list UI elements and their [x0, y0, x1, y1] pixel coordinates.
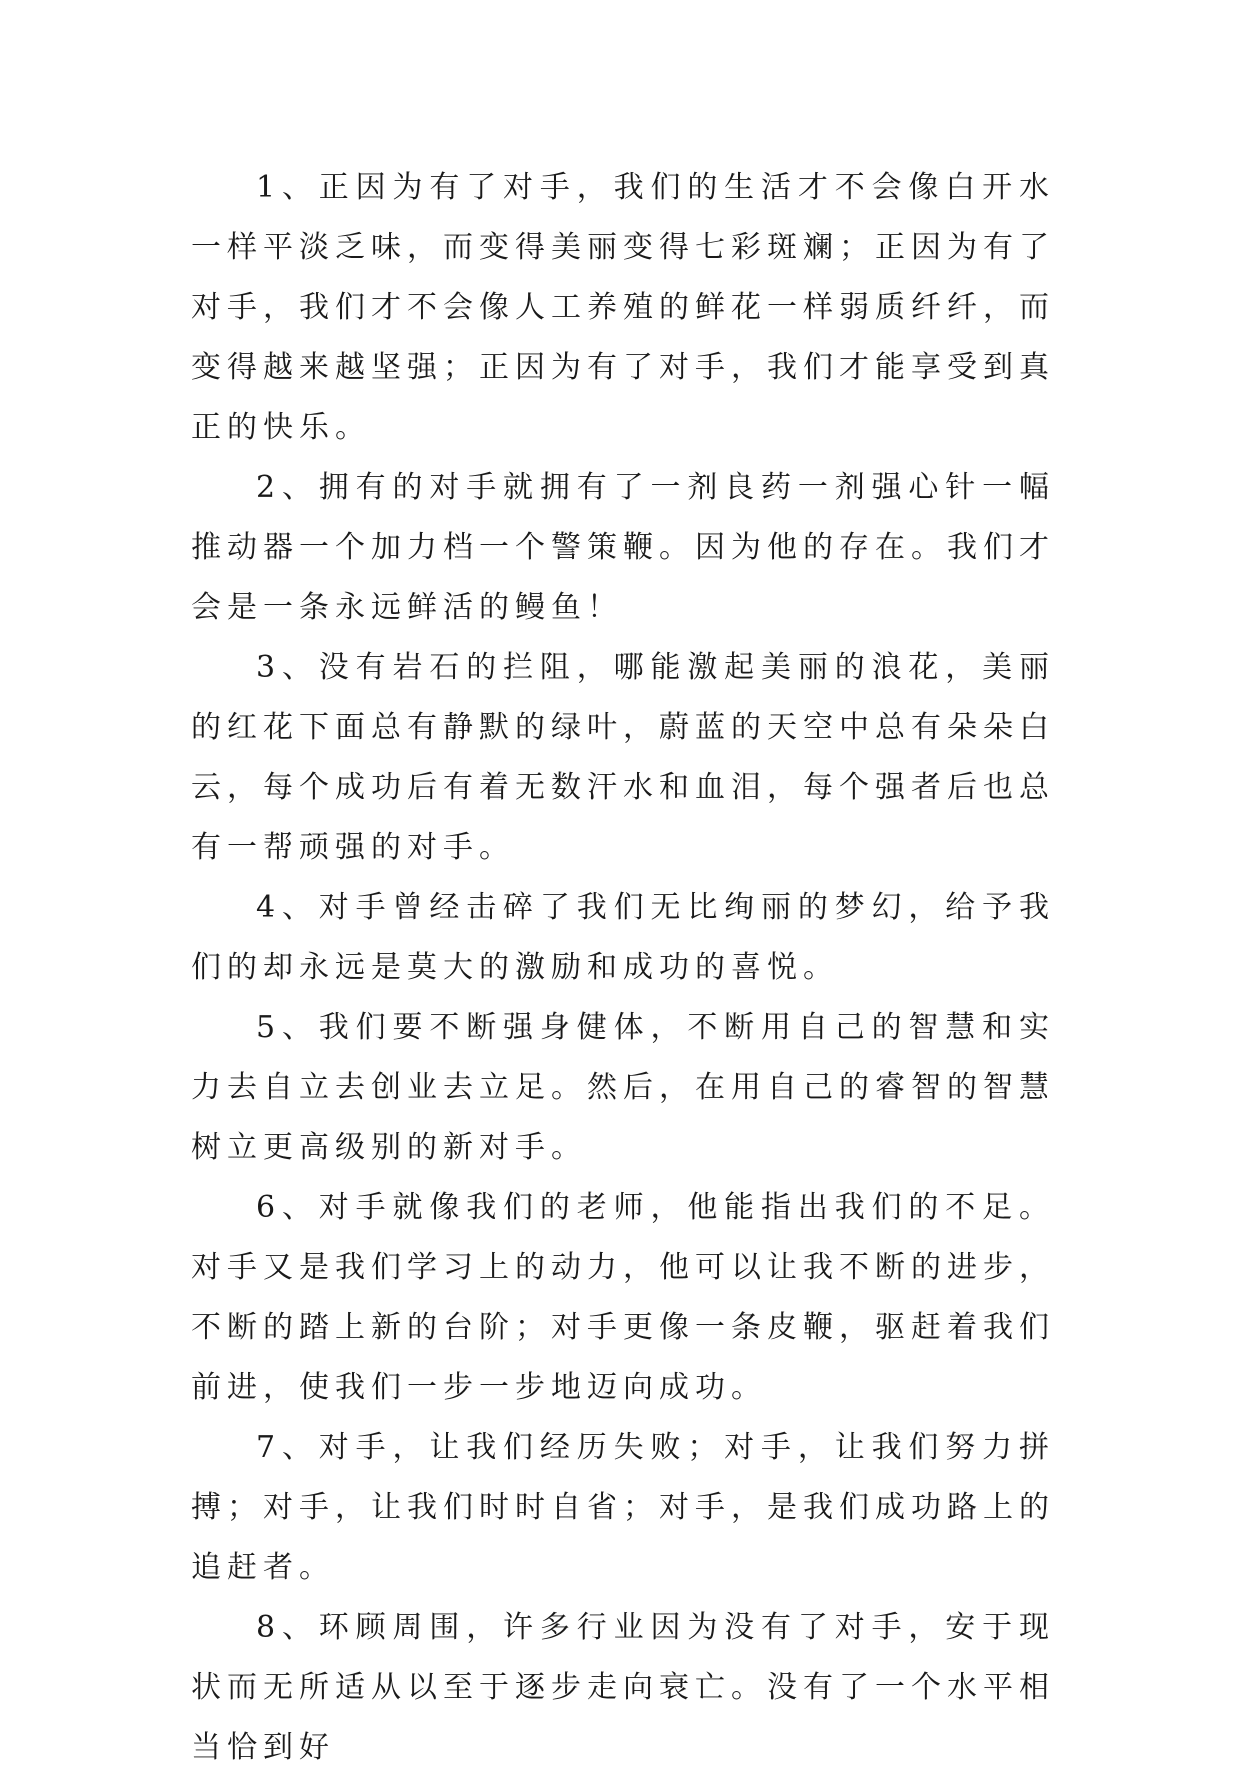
paragraph-3: 3、没有岩石的拦阻，哪能激起美丽的浪花，美丽的红花下面总有静默的绿叶，蔚蓝的天空中总有朵朵白云，每个成功后有着无数汗水和血泪，每个强者后也总有一帮顽强的对手。 [191, 650, 1055, 865]
paragraph-2: 2、拥有的对手就拥有了一剂良药一剂强心针一幅推动器一个加力档一个警策鞭。因为他的存在。我们才会是一条永远鲜活的鳗鱼！ [191, 470, 1055, 625]
document-body [191, 158, 1055, 1778]
paragraph-7: 7、对手，让我们经历失败；对手，让我们努力拼搏；对手，让我们时时自省；对手，是我们成功路上的追赶者。 [191, 1430, 1055, 1585]
paragraph-4: 4、对手曾经击碎了我们无比绚丽的梦幻，给予我们的却永远是莫大的激励和成功的喜悦。 [191, 890, 1055, 985]
paragraph-6: 6、对手就像我们的老师，他能指出我们的不足。对手又是我们学习上的动力，他可以让我不断的进步，不断的踏上新的台阶；对手更像一条皮鞭，驱赶着我们前进，使我们一步一步地迈向成功。 [191, 1190, 1055, 1405]
paragraph-5: 5、我们要不断强身健体，不断用自己的智慧和实力去自立去创业去立足。然后，在用自己的睿智的智慧树立更高级别的新对手。 [191, 1010, 1055, 1165]
paragraph-1: 1、正因为有了对手，我们的生活才不会像白开水一样平淡乏味，而变得美丽变得七彩斑斓；正因为有了对手，我们才不会像人工养殖的鲜花一样弱质纤纤，而变得越来越坚强；正因为有了对手，我们才能享受到真正的快乐。 [191, 170, 1055, 445]
paragraph-8: 8、环顾周围，许多行业因为没有了对手，安于现状而无所适从以至于逐步走向衰亡。没有了一个水平相当恰到好 [191, 1610, 1055, 1765]
